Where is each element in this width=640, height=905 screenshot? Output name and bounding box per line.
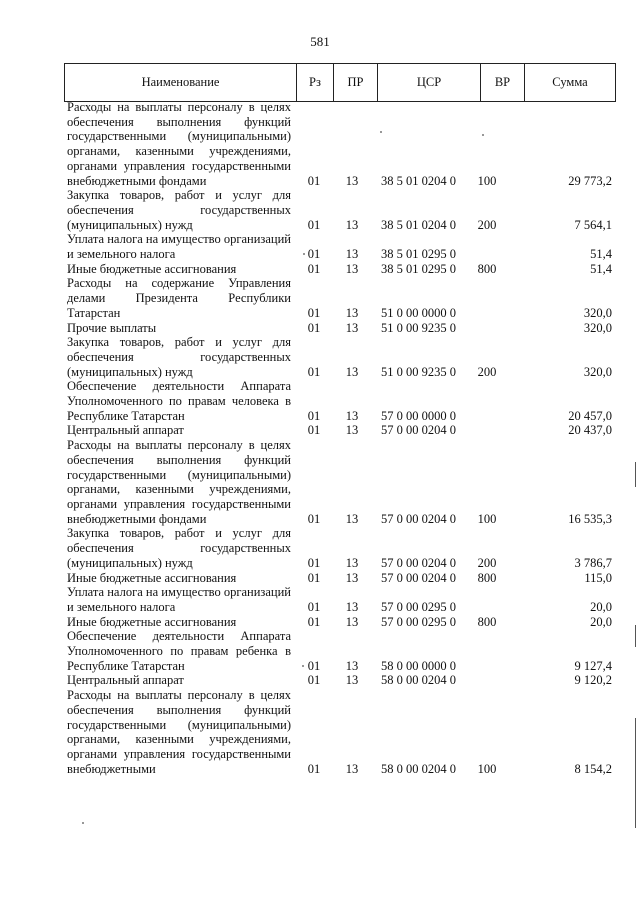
scan-margin-mark xyxy=(635,625,636,647)
header-name: Наименование xyxy=(141,75,220,89)
table-row xyxy=(0,100,640,188)
row-rz: 01 xyxy=(307,423,321,438)
header-rz: Рз xyxy=(296,64,333,101)
table-body xyxy=(0,100,640,776)
row-vr: 200 xyxy=(477,555,497,570)
scan-speck xyxy=(302,665,304,667)
table-row xyxy=(0,585,640,614)
row-sum: 115,0 xyxy=(584,570,612,585)
row-csr: 57 0 00 0000 0 xyxy=(381,408,456,423)
scan-speck xyxy=(482,134,484,136)
row-pr: 13 xyxy=(345,173,359,188)
row-vr: 100 xyxy=(477,173,497,188)
row-rz: 01 xyxy=(307,673,321,688)
row-rz: 01 xyxy=(307,305,321,320)
table-row xyxy=(0,379,640,423)
row-sum: 20,0 xyxy=(590,614,612,629)
row-sum: 29 773,2 xyxy=(568,173,612,188)
row-pr: 13 xyxy=(345,247,359,262)
row-csr: 51 0 00 0000 0 xyxy=(381,305,456,320)
row-sum: 51,4 xyxy=(590,247,612,262)
row-rz: 01 xyxy=(307,555,321,570)
row-sum: 20,0 xyxy=(590,599,612,614)
header-vr: ВР xyxy=(480,64,524,101)
row-sum: 51,4 xyxy=(590,261,612,276)
row-name: Прочие выплаты xyxy=(67,320,157,335)
row-rz: 01 xyxy=(307,320,321,335)
row-csr: 38 5 01 0204 0 xyxy=(381,217,456,232)
table-row xyxy=(0,673,640,688)
row-pr: 13 xyxy=(345,320,359,335)
row-sum: 320,0 xyxy=(583,320,612,335)
row-name: Расходы на выплаты персоналу в целях обеспечения выполнения функций государственными (муниципальными) органами, казенными учреждениями, органами управления государственными внебюджетными xyxy=(67,688,291,776)
table-row xyxy=(0,688,640,776)
page-number: 581 xyxy=(310,34,330,49)
row-sum: 9 127,4 xyxy=(574,658,612,673)
row-pr: 13 xyxy=(345,599,359,614)
row-csr: 38 5 01 0204 0 xyxy=(381,173,456,188)
row-pr: 13 xyxy=(345,511,359,526)
row-sum: 320,0 xyxy=(583,364,612,379)
row-csr: 57 0 00 0204 0 xyxy=(381,570,456,585)
row-csr: 57 0 00 0204 0 xyxy=(381,555,456,570)
row-sum: 20 457,0 xyxy=(568,408,612,423)
row-name: Обеспечение деятельности Аппарата Уполномоченного по правам человека в Республике Татарстан xyxy=(67,379,291,423)
table-row xyxy=(0,526,640,570)
row-pr: 13 xyxy=(345,423,359,438)
row-rz: 01 xyxy=(307,408,321,423)
row-pr: 13 xyxy=(345,305,359,320)
row-name: Центральный аппарат xyxy=(67,673,184,688)
table-row xyxy=(0,232,640,261)
row-name: Центральный аппарат xyxy=(67,423,184,438)
row-pr: 13 xyxy=(345,217,359,232)
row-pr: 13 xyxy=(345,673,359,688)
row-csr: 58 0 00 0204 0 xyxy=(381,673,456,688)
row-pr: 13 xyxy=(345,614,359,629)
scan-margin-mark xyxy=(635,462,636,487)
table-row xyxy=(0,335,640,379)
row-name: Уплата налога на имущество организаций и земельного налога xyxy=(67,232,291,262)
row-pr: 13 xyxy=(345,555,359,570)
table-row xyxy=(0,262,640,277)
row-csr: 57 0 00 0295 0 xyxy=(381,599,456,614)
row-vr: 100 xyxy=(477,761,497,776)
row-rz: 01 xyxy=(307,247,321,262)
table-header xyxy=(64,63,616,102)
row-name: Иные бюджетные ассигнования xyxy=(67,614,237,629)
row-rz: 01 xyxy=(307,364,321,379)
row-rz: 01 xyxy=(307,614,321,629)
row-sum: 8 154,2 xyxy=(574,761,612,776)
row-vr: 800 xyxy=(477,614,497,629)
row-pr: 13 xyxy=(345,761,359,776)
row-rz: 01 xyxy=(307,173,321,188)
table-row xyxy=(0,629,640,673)
row-pr: 13 xyxy=(345,364,359,379)
row-name: Расходы на выплаты персоналу в целях обеспечения выполнения функций государственными (муниципальными) органами, казенными учреждениями, органами управления государственными внебюджетными фондами xyxy=(67,438,291,526)
scan-speck xyxy=(380,131,382,133)
row-vr: 200 xyxy=(477,364,497,379)
scan-speck xyxy=(82,822,84,824)
table-row xyxy=(0,188,640,232)
row-vr: 800 xyxy=(477,261,497,276)
header-pr: ПР xyxy=(333,64,377,101)
row-csr: 38 5 01 0295 0 xyxy=(381,261,456,276)
row-rz: 01 xyxy=(307,658,321,673)
header-sum: Сумма xyxy=(524,64,615,101)
row-sum: 16 535,3 xyxy=(568,511,612,526)
row-pr: 13 xyxy=(345,658,359,673)
row-name: Закупка товаров, работ и услуг для обеспечения государственных (муниципальных) нужд xyxy=(67,188,291,232)
scan-speck xyxy=(303,253,305,255)
row-name: Закупка товаров, работ и услуг для обеспечения государственных (муниципальных) нужд xyxy=(67,335,291,379)
row-name: Закупка товаров, работ и услуг для обеспечения государственных (муниципальных) нужд xyxy=(67,526,291,570)
row-csr: 58 0 00 0000 0 xyxy=(381,658,456,673)
row-rz: 01 xyxy=(307,570,321,585)
row-rz: 01 xyxy=(307,217,321,232)
row-rz: 01 xyxy=(307,761,321,776)
row-csr: 57 0 00 0204 0 xyxy=(381,423,456,438)
table-row xyxy=(0,438,640,526)
row-csr: 38 5 01 0295 0 xyxy=(381,247,456,262)
row-sum: 320,0 xyxy=(583,305,612,320)
row-name: Расходы на содержание Управления делами Президента Республики Татарстан xyxy=(67,276,291,320)
row-rz: 01 xyxy=(307,261,321,276)
header-csr: ЦСР xyxy=(377,64,480,101)
row-csr: 58 0 00 0204 0 xyxy=(381,761,456,776)
row-sum: 9 120,2 xyxy=(574,673,612,688)
row-csr: 57 0 00 0204 0 xyxy=(381,511,456,526)
row-sum: 20 437,0 xyxy=(568,423,612,438)
row-rz: 01 xyxy=(307,599,321,614)
row-pr: 13 xyxy=(345,570,359,585)
row-name: Иные бюджетные ассигнования xyxy=(67,261,237,276)
row-name: Уплата налога на имущество организаций и земельного налога xyxy=(67,585,291,614)
table-row xyxy=(0,423,640,438)
row-pr: 13 xyxy=(345,261,359,276)
table-row xyxy=(0,571,640,586)
row-vr: 200 xyxy=(477,217,497,232)
row-csr: 51 0 00 9235 0 xyxy=(381,320,456,335)
table-row xyxy=(0,615,640,630)
row-vr: 100 xyxy=(477,511,497,526)
row-name: Обеспечение деятельности Аппарата Уполномоченного по правам ребенка в Республике Татарстан xyxy=(67,629,291,673)
row-sum: 3 786,7 xyxy=(574,555,612,570)
row-rz: 01 xyxy=(307,511,321,526)
row-name: Иные бюджетные ассигнования xyxy=(67,570,237,585)
table-row xyxy=(0,321,640,336)
row-name: Расходы на выплаты персоналу в целях обеспечения выполнения функций государственными (муниципальными) органами, казенными учреждениями, органами управления государственными внебюджетными фондами xyxy=(67,100,291,188)
scan-margin-mark xyxy=(635,718,636,828)
row-csr: 51 0 00 9235 0 xyxy=(381,364,456,379)
table-row xyxy=(0,276,640,320)
row-vr: 800 xyxy=(477,570,497,585)
row-pr: 13 xyxy=(345,408,359,423)
row-csr: 57 0 00 0295 0 xyxy=(381,614,456,629)
row-sum: 7 564,1 xyxy=(574,217,612,232)
